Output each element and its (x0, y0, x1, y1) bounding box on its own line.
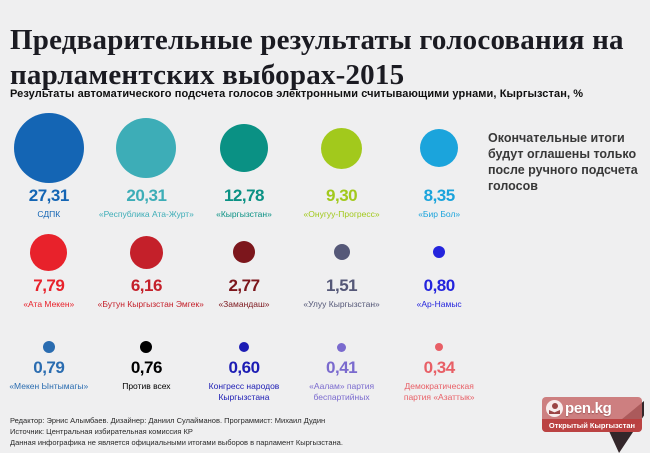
party-cell (293, 338, 391, 402)
page-subtitle: Результаты автоматического подсчета голосов электронными считывающими урнами, Кыргызстан, % (10, 88, 584, 100)
party-cell (293, 230, 391, 310)
party-label: «Кыргызстан» (216, 209, 272, 219)
party-value: 2,77 (228, 276, 260, 295)
bubble-area (390, 112, 488, 184)
party-bubble (334, 244, 350, 260)
party-label: «Ата Мекен» (23, 299, 75, 309)
party-bubble (220, 124, 268, 172)
party-cell (97, 230, 204, 310)
party-label: Демократическая партия «Азаттык» (403, 381, 475, 402)
party-bubble (116, 118, 176, 178)
party-bubble (420, 129, 458, 167)
party-bubble (140, 341, 152, 353)
party-bubble (435, 343, 443, 351)
party-value: 9,30 (326, 186, 358, 205)
bubble-row-2 (0, 230, 488, 310)
party-cell (390, 230, 488, 310)
party-bubble (321, 128, 362, 169)
page-title: Предварительные результаты голосования на парламентских выборах-2015 (10, 24, 624, 91)
party-value: 7,79 (33, 276, 65, 295)
party-label: «Республика Ата-Журт» (98, 209, 194, 219)
bubble-area (195, 338, 293, 356)
party-label: «Бир Бол» (418, 209, 461, 219)
party-value: 1,51 (326, 276, 358, 295)
party-bubble (130, 236, 163, 269)
party-label: Конгресс народов Кыргызстана (208, 381, 280, 402)
party-cell (390, 112, 488, 220)
party-label: «Улуу Кыргызстан» (303, 299, 380, 309)
party-value: 0,34 (423, 358, 455, 377)
party-value: 0,80 (423, 276, 455, 295)
party-label: «Бутун Кыргызстан Эмгек» (97, 299, 204, 309)
note-text: Окончательные итоги будут оглашены только после ручного подсчета голосов (488, 131, 638, 193)
party-label: «Онугуу-Прогресс» (303, 209, 380, 219)
bubble-area (293, 338, 391, 356)
party-cell (98, 338, 196, 402)
bubble-area (98, 230, 196, 274)
credits-line: Редактор: Эрнис Алымбаев. Дизайнер: Даниил Сулайманов. Программист: Михаил Дудин (10, 416, 326, 425)
party-cell (98, 112, 196, 220)
bubble-area (390, 338, 488, 356)
party-cell (195, 112, 293, 220)
party-label: «Замандаш» (218, 299, 270, 309)
party-label: «Аалам» партия беспартийных (309, 381, 375, 402)
party-value: 0,41 (326, 358, 358, 377)
party-label: СДПК (37, 209, 61, 219)
party-bubble (233, 241, 255, 263)
disclaimer-line: Данная инфографика не является официальными итогами выборов в парламент Кыргызстана. (10, 437, 343, 447)
party-cell (390, 338, 488, 402)
party-cell (293, 112, 391, 220)
party-value: 8,35 (423, 186, 455, 205)
party-bubble (43, 341, 55, 353)
bubble-area (195, 112, 293, 184)
party-value: 12,78 (223, 186, 264, 205)
party-cell (0, 338, 98, 402)
bubble-row-3 (0, 338, 488, 402)
bubble-area (0, 230, 98, 274)
party-value: 27,31 (28, 186, 69, 205)
party-bubble (433, 246, 445, 258)
watermark-tagline: Открытый Кыргызстан (542, 419, 642, 432)
party-value: 6,16 (130, 276, 162, 295)
party-bubble (337, 343, 346, 352)
party-cell (0, 112, 98, 220)
bubble-area (98, 112, 196, 184)
bubble-area (0, 112, 98, 184)
party-value: 0,76 (130, 358, 162, 377)
bubble-area (293, 230, 391, 274)
bubble-area (0, 338, 98, 356)
bubble-area (195, 230, 293, 274)
watermark-logo (542, 395, 638, 445)
open-kg-logo-icon (546, 400, 563, 417)
party-cell (195, 338, 293, 402)
party-value: 0,79 (33, 358, 65, 377)
party-bubble (14, 113, 84, 183)
party-bubble (239, 342, 249, 352)
party-value: 0,60 (228, 358, 260, 377)
party-label: «Ар-Намыс (416, 299, 462, 309)
source-line: Источник: Центральная избирательная комиссия КР (10, 426, 193, 436)
bubble-row-1 (0, 112, 488, 220)
party-cell (195, 230, 293, 310)
party-label: Против всех (122, 381, 171, 391)
credits-footer (10, 416, 490, 449)
bubble-area (293, 112, 391, 184)
party-cell (0, 230, 98, 310)
party-value: 20,31 (126, 186, 167, 205)
watermark-card (542, 397, 642, 432)
bubble-area (390, 230, 488, 274)
party-bubble (30, 234, 67, 271)
bubble-area (98, 338, 196, 356)
watermark-brand: pen.kg (565, 400, 612, 417)
party-label: «Мекен Ынтымагы» (9, 381, 89, 391)
